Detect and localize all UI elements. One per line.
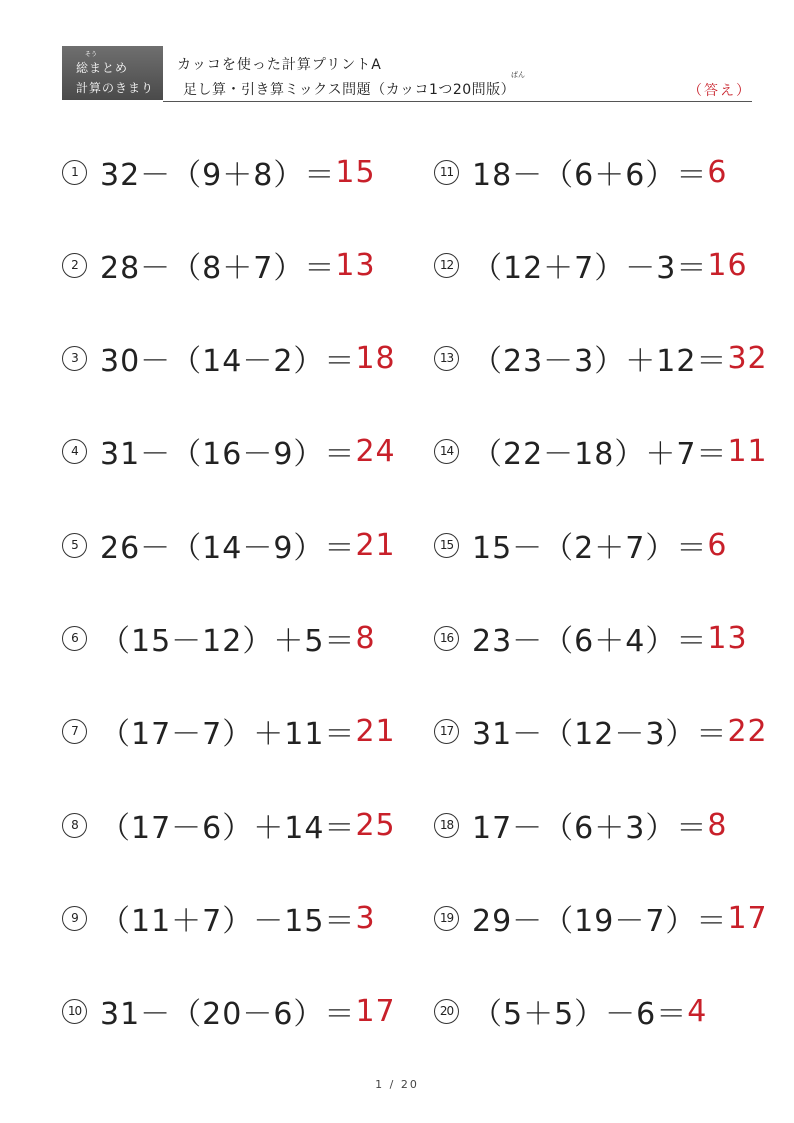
problem-expression: 32－（9＋8）＝ [100, 158, 336, 193]
problem-answer: 13 [707, 620, 748, 656]
problem-answer: 8 [355, 620, 376, 656]
problem-item [434, 991, 707, 1031]
problem-expression: 30－（14－2）＝ [100, 344, 356, 379]
problem-number: 7 [62, 719, 87, 744]
problem-number: 6 [62, 626, 87, 651]
problem-item [434, 338, 768, 378]
problem-answer: 8 [707, 807, 728, 843]
problem-item [434, 618, 748, 658]
problem-expression: 26－（14－9）＝ [100, 531, 356, 566]
problem-expression: 18－（6＋6）＝ [472, 158, 708, 193]
problem-expression: 17－（6＋3）＝ [472, 811, 708, 846]
problem-item [62, 805, 396, 845]
header-divider [163, 101, 752, 102]
answer-key-label: （答え） [688, 83, 752, 99]
problem-expression: （11＋7）－15＝ [100, 904, 356, 939]
problem-expression: 28－（8＋7）＝ [100, 251, 336, 286]
problem-expression: 15－（2＋7）＝ [472, 531, 708, 566]
badge-ruby: そう [85, 51, 98, 58]
problem-answer: 11 [727, 433, 768, 469]
problem-number: 4 [62, 439, 87, 464]
badge-line1: 総まとめ [76, 61, 129, 75]
problem-expression: 23－（6＋4）＝ [472, 624, 708, 659]
problem-item [62, 152, 376, 192]
problem-expression: 31－（12－3）＝ [472, 717, 728, 752]
problem-answer: 22 [727, 713, 768, 749]
problem-item [62, 898, 376, 938]
category-badge [62, 46, 163, 100]
problem-number: 19 [434, 906, 459, 931]
problem-number: 8 [62, 813, 87, 838]
problem-answer: 13 [335, 247, 376, 283]
problem-item [62, 991, 396, 1031]
problem-expression: （23－3）＋12＝ [472, 344, 728, 379]
problem-item [62, 338, 396, 378]
worksheet-title: カッコを使った計算プリントA [177, 57, 382, 73]
problem-answer: 6 [707, 154, 728, 190]
problem-answer: 3 [355, 900, 376, 936]
problem-item [62, 618, 376, 658]
subtitle-ruby: ばん [511, 71, 525, 79]
problem-number: 14 [434, 439, 459, 464]
problem-expression: （17－7）＋11＝ [100, 717, 356, 752]
problem-answer: 17 [727, 900, 768, 936]
problem-number: 10 [62, 999, 87, 1024]
problem-expression: （5＋5）－6＝ [472, 997, 688, 1032]
problem-number: 3 [62, 346, 87, 371]
problem-number: 16 [434, 626, 459, 651]
problem-number: 20 [434, 999, 459, 1024]
problem-number: 18 [434, 813, 459, 838]
problem-answer: 16 [707, 247, 748, 283]
problem-answer: 21 [355, 713, 396, 749]
problem-number: 2 [62, 253, 87, 278]
problem-item [62, 431, 396, 471]
problem-answer: 32 [727, 340, 768, 376]
problem-item [62, 245, 376, 285]
problem-number: 1 [62, 160, 87, 185]
problem-expression: 31－（20－6）＝ [100, 997, 356, 1032]
problem-item [434, 898, 768, 938]
problem-number: 15 [434, 533, 459, 558]
problem-item [434, 245, 748, 285]
problem-number: 9 [62, 906, 87, 931]
worksheet-subtitle: 足し算・引き算ミックス問題（カッコ1つ20問版） [183, 82, 516, 98]
problem-number: 11 [434, 160, 459, 185]
problem-answer: 18 [355, 340, 396, 376]
problem-number: 13 [434, 346, 459, 371]
problem-item [434, 431, 768, 471]
problem-expression: 29－（19－7）＝ [472, 904, 728, 939]
problem-answer: 4 [687, 993, 708, 1029]
problem-answer: 17 [355, 993, 396, 1029]
problem-expression: （15－12）＋5＝ [100, 624, 356, 659]
problem-answer: 6 [707, 527, 728, 563]
problem-item [434, 711, 768, 751]
badge-line2: 計算のきまり [76, 81, 155, 95]
problem-expression: （12＋7）－3＝ [472, 251, 708, 286]
worksheet-header [62, 46, 752, 102]
problem-item [434, 805, 727, 845]
problem-item [62, 711, 396, 751]
problem-answer: 21 [355, 527, 396, 563]
problem-item [62, 525, 396, 565]
problem-number: 5 [62, 533, 87, 558]
problem-answer: 15 [335, 154, 376, 190]
problem-number: 12 [434, 253, 459, 278]
problem-answer: 25 [355, 807, 396, 843]
page-number: 1 / 20 [375, 1078, 419, 1091]
problem-item [434, 152, 727, 192]
problem-item [434, 525, 727, 565]
problem-expression: （17－6）＋14＝ [100, 811, 356, 846]
problem-number: 17 [434, 719, 459, 744]
problem-answer: 24 [355, 433, 396, 469]
problem-expression: 31－（16－9）＝ [100, 437, 356, 472]
problem-expression: （22－18）＋7＝ [472, 437, 728, 472]
